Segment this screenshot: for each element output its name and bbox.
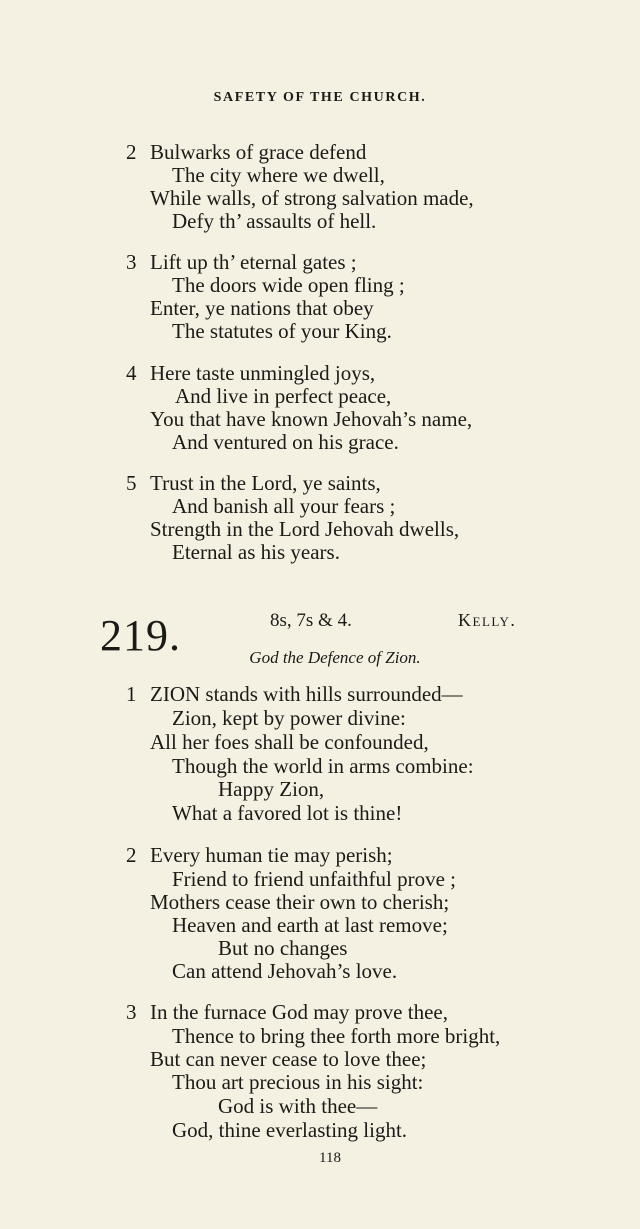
verse-line: Zion, kept by power divine: [172,706,406,730]
verse-line: What a favored lot is thine! [172,801,403,825]
stanza-number: 2 [126,140,137,164]
verse-line: Can attend Jehovah’s love. [172,959,398,983]
verse-line: Mothers cease their own to cherish; [150,890,450,914]
stanza-number: 3 [126,1000,137,1024]
verse-line: Though the world in arms combine: [172,754,474,778]
verse-line: Heaven and earth at last remove; [172,913,448,937]
verse-line: And banish all your fears ; [172,494,396,518]
hymn-meter: 8s, 7s & 4. [270,610,352,631]
verse-line: And ventured on his grace. [172,430,399,454]
verse-line: Here taste unmingled joys, [150,361,376,385]
stanza-number: 2 [126,843,137,867]
verse-line: Bulwarks of grace defend [150,140,367,164]
verse-line: God, thine everlasting light. [172,1118,408,1142]
verse-line: Friend to friend unfaithful prove ; [172,867,457,891]
hymn-author: Kelly. [458,610,517,630]
verse-line: Happy Zion, [218,777,325,801]
verse-line: Defy th’ assaults of hell. [172,209,377,233]
stanza-number: 4 [126,361,137,385]
verse-line: The statutes of your King. [172,319,392,343]
verse-line: Thence to bring thee forth more bright, [172,1024,501,1048]
verse-line: The city where we dwell, [172,163,385,187]
verse-line: But can never cease to love thee; [150,1047,427,1071]
verse-line: All her foes shall be confounded, [150,730,429,754]
stanza-number: 5 [126,471,137,495]
hymn-title: God the Defence of Zion. [249,648,421,667]
verse-line: Thou art precious in his sight: [172,1070,424,1094]
stanza-number: 1 [126,682,137,706]
verse-line: But no changes [218,936,348,960]
hymn-number: 219. [100,611,181,660]
verse-line: Trust in the Lord, ye saints, [150,471,381,495]
verse-line: In the furnace God may prove thee, [150,1000,448,1024]
verse-line: The doors wide open fling ; [172,273,405,297]
stanza-number: 3 [126,250,137,274]
verse-line: ZION stands with hills surrounded— [150,682,463,706]
verse-line: While walls, of strong salvation made, [150,186,474,210]
verse-line: And live in perfect peace, [175,384,392,408]
verse-line: Enter, ye nations that obey [150,296,374,320]
verse-line: You that have known Jehovah’s name, [150,407,473,431]
verse-line: Strength in the Lord Jehovah dwells, [150,517,460,541]
page-number: 118 [319,1150,341,1166]
verse-line: Lift up th’ eternal gates ; [150,250,357,274]
verse-line: God is with thee— [218,1094,378,1118]
verse-line: Eternal as his years. [172,540,340,564]
verse-line: Every human tie may perish; [150,843,393,867]
running-title: SAFETY OF THE CHURCH. [213,90,427,105]
